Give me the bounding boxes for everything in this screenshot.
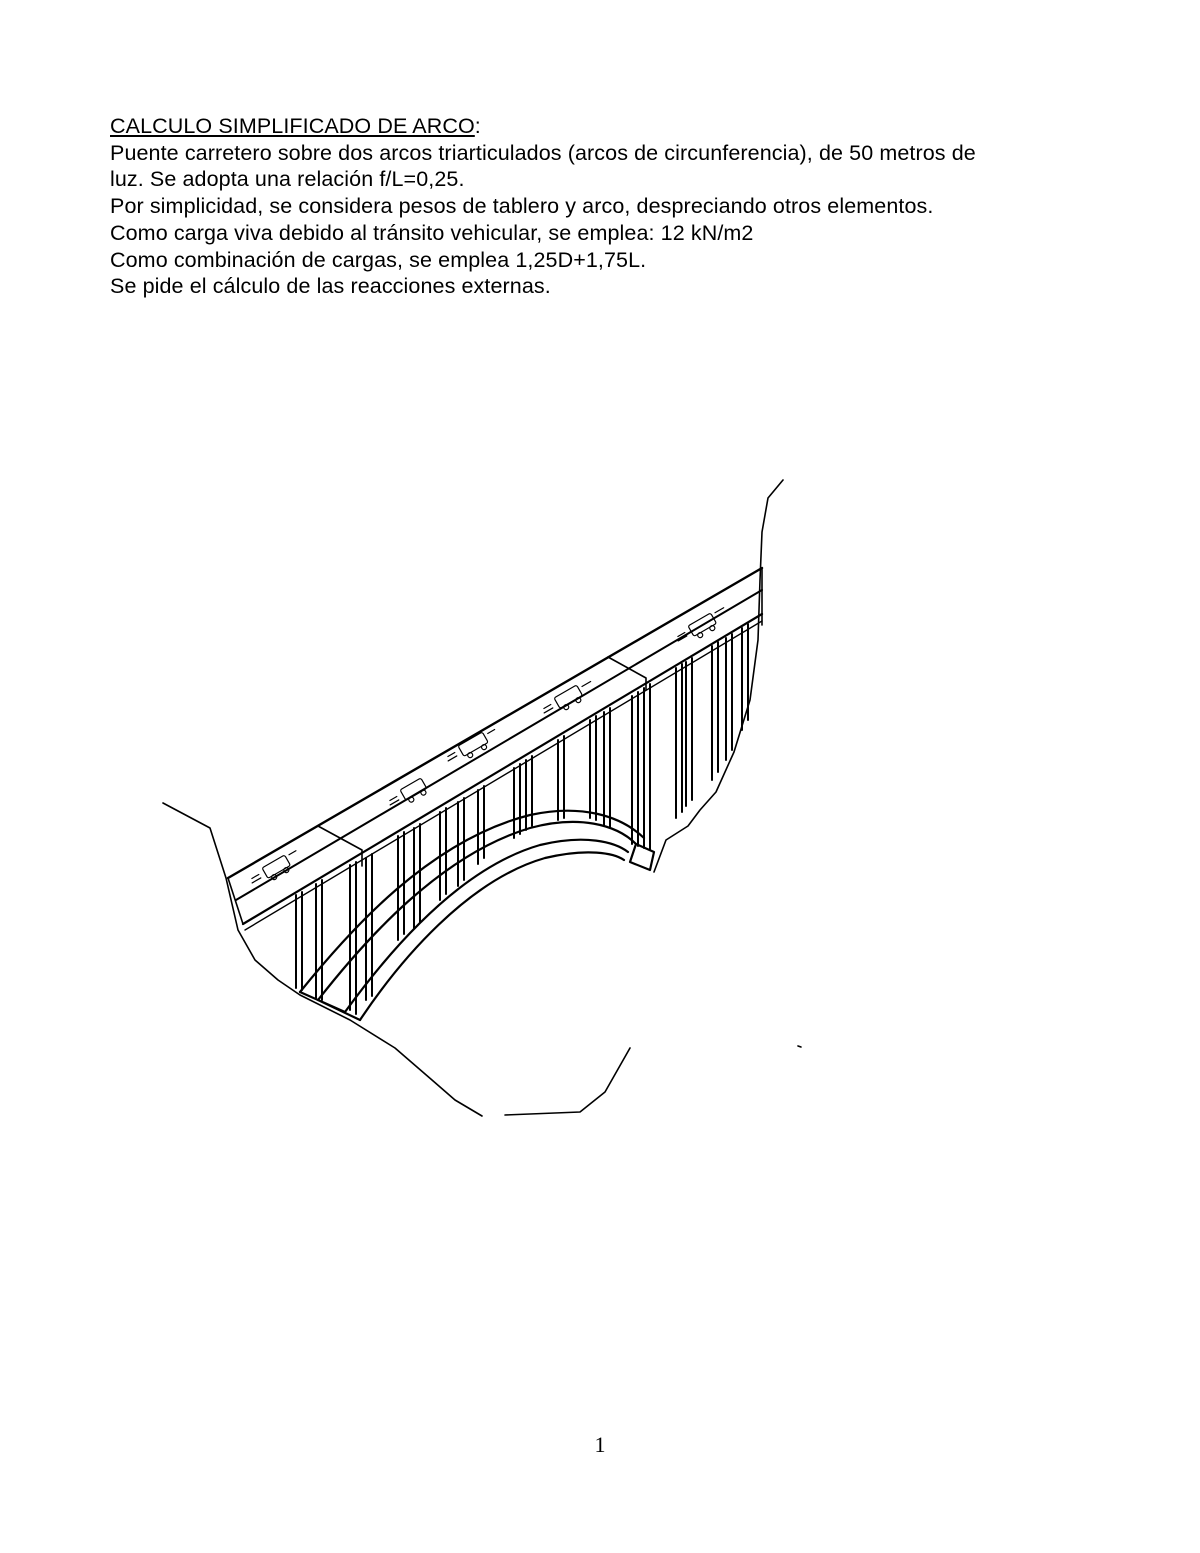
bridge-columns: [296, 624, 748, 1014]
body-line-2: luz. Se adopta una relación f/L=0,25.: [110, 167, 465, 192]
body-line-4: Como carga viva debido al tránsito vehicular, se emplea: 12 kN/m2: [110, 220, 754, 245]
document-title: CALCULO SIMPLIFICADO DE ARCO: [110, 114, 475, 138]
vehicle-sketches: [248, 606, 731, 890]
page-number: 1: [594, 1432, 606, 1457]
body-line-1: Puente carretero sobre dos arcos triarticulados (arcos de circunferencia), de 50 metros de: [110, 140, 976, 165]
body-line-3: Por simplicidad, se considera pesos de tablero y arco, despreciando otros elementos.: [110, 194, 934, 219]
body-line-6: Se pide el cálculo de las reacciones externas.: [110, 274, 551, 299]
body-line-5: Como combinación de cargas, se emplea 1,25D+1,75L.: [110, 247, 647, 272]
title-colon: :: [474, 114, 481, 138]
right-terrain: [505, 480, 801, 1115]
